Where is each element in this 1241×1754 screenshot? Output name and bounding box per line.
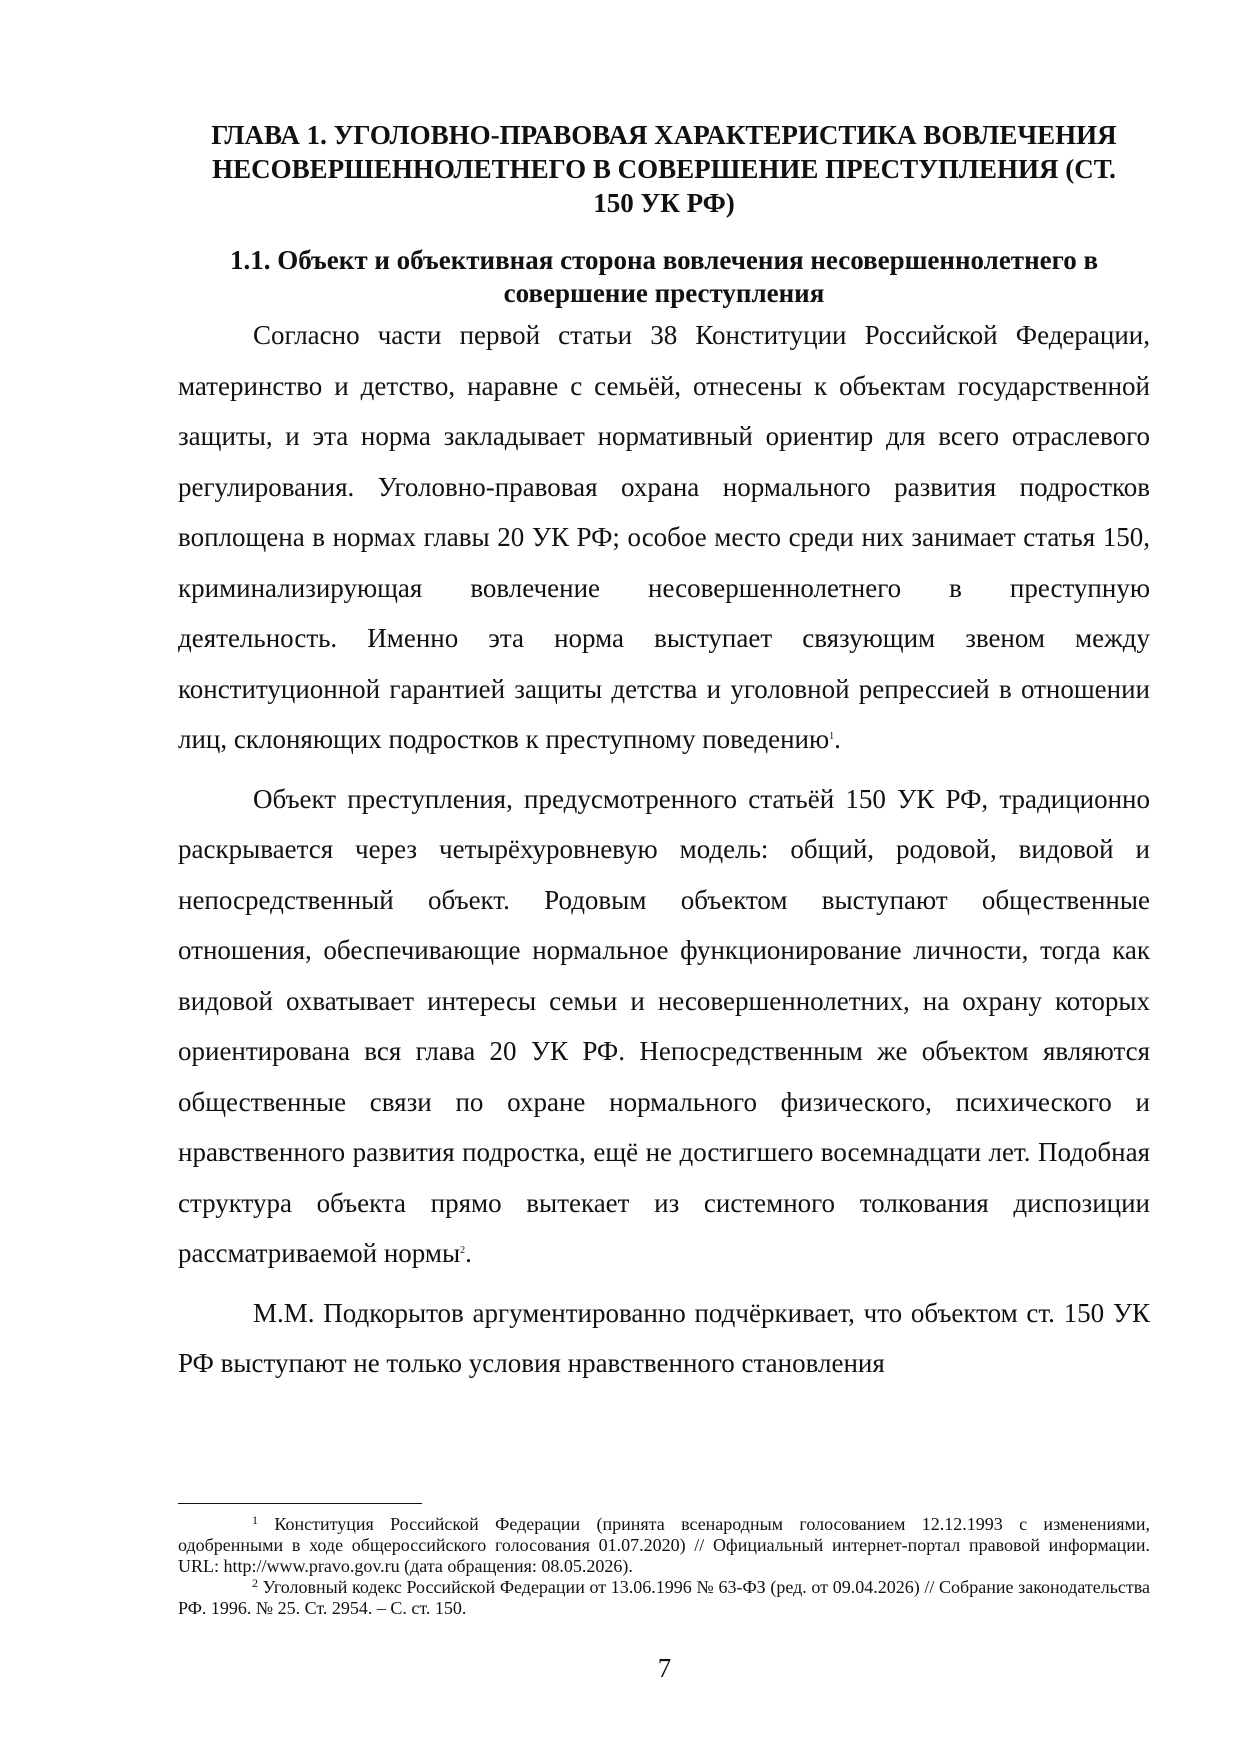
paragraph-2 [178, 774, 1150, 1279]
chapter-title: ГЛАВА 1. УГОЛОВНО-ПРАВОВАЯ ХАРАКТЕРИСТИКА ВОВЛЕЧЕНИЯ НЕСОВЕРШЕННОЛЕТНЕГО В СОВЕРШЕНИЕ ПРЕСТУПЛЕНИЯ (СТ. 150 УК РФ) [211, 120, 1117, 218]
footnote-1 [178, 1514, 1150, 1577]
page-number: 7 [657, 1653, 672, 1683]
paragraph-2-text: Объект преступления, предусмотренного статьёй 150 УК РФ, традиционно раскрывается через четырёхуровневую модель: общий, родовой, видовой и непосредственный объект. Родовым объектом выступают общественные отношения, обеспечивающие нормальное функционирование личности, тогда как видовой охватывает интересы семьи и несовершеннолетних, на охрану которых ориентирована вся глава 20 УК РФ. Непосредственным же объектом являются общественные связи по охране нормального физического, психического и нравственного развития подростка, ещё не достигшего восемнадцати лет. Подобная структура объекта прямо вытекает из системного толкования диспозиции рассматриваемой нормы [178, 783, 1150, 1268]
page-content [178, 118, 1150, 1389]
footnote-ref-1: 1 [829, 731, 835, 742]
paragraph-2-end: . [465, 1238, 472, 1268]
footnote-2-text: Уголовный кодекс Российской Федерации от 13.06.1996 № 63-ФЗ (ред. от 09.04.2026) // Собрание законодательства РФ. 1996. № 25. Ст. 2954. – С. ст. 150. [178, 1577, 1150, 1618]
footnote-ref-2: 2 [460, 1245, 466, 1256]
footnote-separator [178, 1503, 422, 1504]
footnote-2-number: 2 [252, 1576, 258, 1590]
paragraph-3-text: М.М. Подкорытов аргументированно подчёркивает, что объектом ст. 150 УК РФ выступают не только условия нравственного становления [178, 1297, 1150, 1378]
footnote-2 [178, 1577, 1150, 1619]
footnote-1-text: Конституция Российской Федерации (принята всенародным голосованием 12.12.1993 с изменениями, одобренными в ходе общероссийского голосования 01.07.2020) // Официальный интернет-портал правовой информации. URL: http://www.pravo.gov.ru (дата обращения: 08.05.2026). [178, 1514, 1150, 1576]
paragraph-1 [178, 310, 1150, 765]
paragraph-1-text: Согласно части первой статьи 38 Конституции Российской Федерации, материнство и детство, наравне с семьёй, отнесены к объектам государственной защиты, и эта норма закладывает нормативный ориентир для всего отраслевого регулирования. Уголовно-правовая охрана нормального развития подростков воплощена в нормах главы 20 УК РФ; особое место среди них занимает статья 150, криминализирующая вовлечение несовершеннолетнего в преступную деятельность. Именно эта норма выступает связующим звеном между конституционной гарантией защиты детства и уголовной репрессией в отношении лиц, склоняющих подростков к преступному поведению [178, 320, 1150, 754]
footnotes-area [178, 1503, 1150, 1619]
footnote-1-number: 1 [252, 1513, 258, 1527]
section-title: 1.1. Объект и объективная сторона вовлечения несовершеннолетнего в совершение преступления [229, 245, 1099, 308]
paragraph-1-end: . [834, 724, 841, 754]
paragraph-3 [178, 1288, 1150, 1389]
